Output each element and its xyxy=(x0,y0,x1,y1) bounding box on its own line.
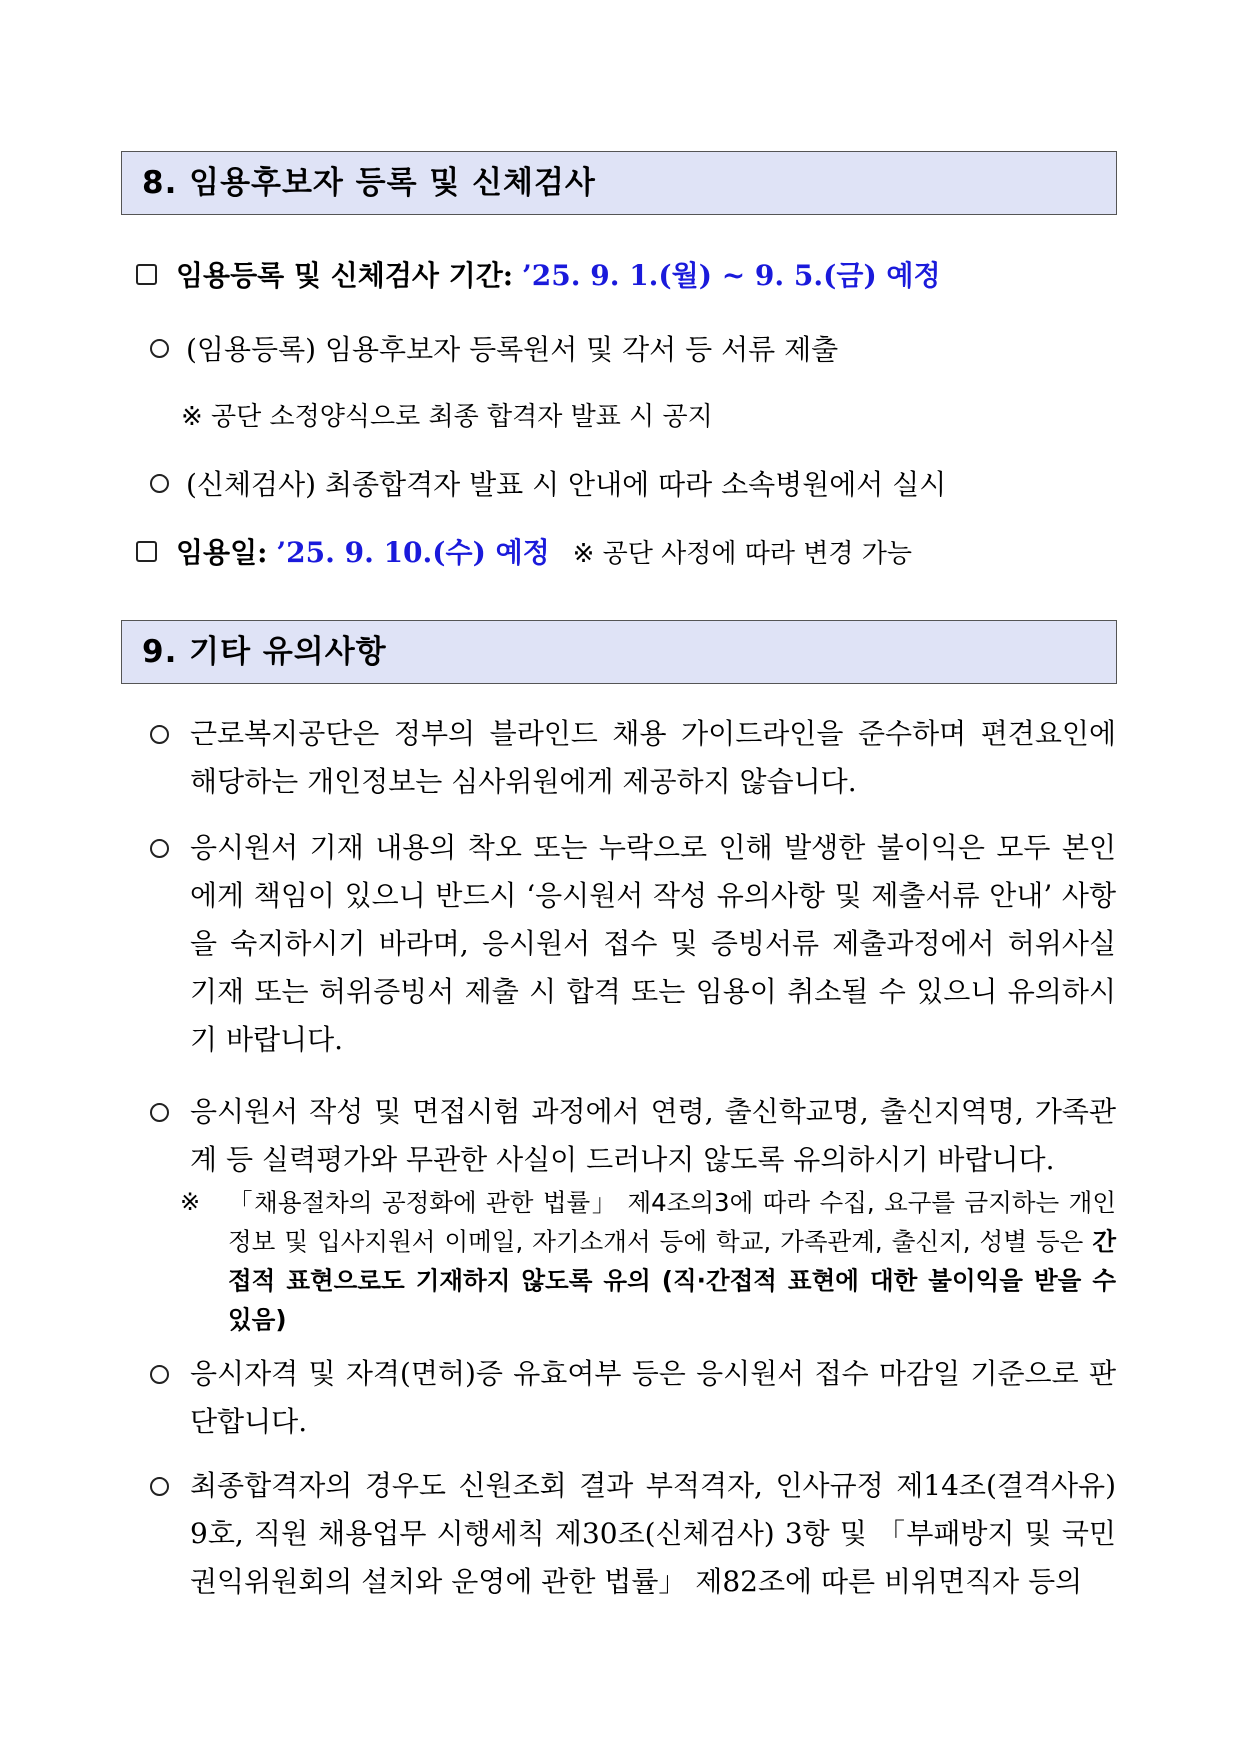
notice-item-1: 근로복지공단은 정부의 블라인드 채용 가이드라인을 준수하며 편견요인에 해당하는 개인정보는 심사위원에게 제공하지 않습니다. xyxy=(190,717,1116,798)
notice-item-2: 응시원서 기재 내용의 착오 또는 누락으로 인해 발생한 불이익은 모두 본인에게 책임이 있으니 반드시 ‘응시원서 작성 유의사항 및 제출서류 안내’ 사항을 숙지하시기 바라며, 응시원서 접수 및 증빙서류 제출과정에서 허위사실 기재 또는 허위증빙서 제출 시 합격 또는 임용이 취소될 수 있으니 유의하시기 바랍니다. xyxy=(190,831,1116,1056)
registration-line: (임용등록) 임용후보자 등록원서 및 각서 등 서류 제출 xyxy=(186,333,839,366)
item-3-note-text: 「채용절차의 공정화에 관한 법률」 제4조의3에 따라 수집, 요구를 금지하는 개인정보 및 입사지원서 이메일, 자기소개서 등에 학교, 가족관계, 출신지, 성별 등은 xyxy=(228,1188,1116,1256)
period-value: ’25. 9. 1.(월) ~ 9. 5.(금) 예정 xyxy=(522,259,941,292)
appointment-line xyxy=(176,531,912,571)
period-line xyxy=(176,254,941,294)
circle-bullet-icon xyxy=(150,839,169,858)
notice-item-3: 응시원서 작성 및 면접시험 과정에서 연령, 출신학교명, 출신지역명, 가족관계 등 실력평가와 무관한 사실이 드러나지 않도록 유의하시기 바랍니다. xyxy=(190,1095,1116,1176)
period-label: 임용등록 및 신체검사 기간: xyxy=(176,259,514,292)
square-bullet-icon xyxy=(136,264,157,285)
appointment-note: ※ 공단 사정에 따라 변경 가능 xyxy=(572,539,912,569)
registration-note: ※ 공단 소정양식으로 최종 합격자 발표 시 공지 xyxy=(181,402,713,432)
item-3-note-mark: ※ xyxy=(180,1188,201,1216)
medical-line: (신체검사) 최종합격자 발표 시 안내에 따라 소속병원에서 실시 xyxy=(186,468,947,501)
circle-bullet-icon xyxy=(150,339,169,358)
item-3-note-emphasis: 간접적 표현으로도 기재하지 않도록 유의 (직·간접적 표현에 대한 불이익을 받을 수 있음) xyxy=(228,1227,1117,1334)
notice-item-4: 응시자격 및 자격(면허)증 유효여부 등은 응시원서 접수 마감일 기준으로 판단합니다. xyxy=(190,1357,1116,1438)
circle-bullet-icon xyxy=(150,1477,169,1496)
square-bullet-icon xyxy=(136,541,157,562)
item-3-note xyxy=(228,1183,1116,1339)
circle-bullet-icon xyxy=(150,1365,169,1384)
appointment-label: 임용일: xyxy=(176,536,268,569)
section-8-heading: 8. 임용후보자 등록 및 신체검사 xyxy=(121,151,1117,215)
notice-item-5: 최종합격자의 경우도 신원조회 결과 부적격자, 인사규정 제14조(결격사유) 9호, 직원 채용업무 시행세칙 제30조(신체검사) 3항 및 「부패방지 및 국민권익위원회의 설치와 운영에 관한 법률」 제82조에 따른 비위면직자 등의 xyxy=(190,1469,1116,1598)
circle-bullet-icon xyxy=(150,474,169,493)
appointment-value: ’25. 9. 10.(수) 예정 xyxy=(276,536,550,569)
circle-bullet-icon xyxy=(150,1103,169,1122)
circle-bullet-icon xyxy=(150,725,169,744)
section-9-heading: 9. 기타 유의사항 xyxy=(121,620,1117,684)
